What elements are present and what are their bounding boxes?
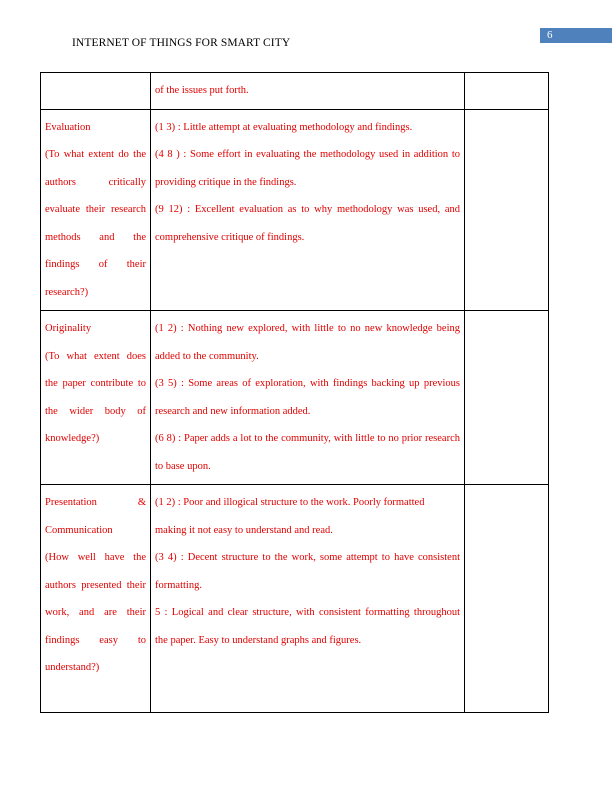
descriptor-text: (3 5) : Some areas of exploration, with findings backing up previous research and new information added.: [155, 378, 460, 417]
descriptor-text: 5 : Logical and clear structure, with consistent formatting throughout the paper. Easy to understand graphs and figures.: [155, 607, 460, 646]
criterion-cell: [41, 311, 151, 485]
descriptor-text: (4 8 ) : Some effort in evaluating the methodology used in addition to providing critique in the findings.: [155, 149, 460, 188]
descriptor-cell: [151, 485, 465, 713]
criterion-name: Originality: [45, 323, 92, 334]
score-cell: [465, 485, 549, 713]
page-number-badge: 6: [540, 28, 612, 43]
marking-rubric-table: [40, 72, 549, 713]
table-row: [41, 485, 549, 713]
descriptor-text: (9 12) : Excellent evaluation as to why methodology was used, and comprehensive critique of findings.: [155, 204, 460, 243]
table-row: [41, 109, 549, 311]
descriptor-text: (1 2) : Poor and illogical structure to the work. Poorly formatted: [155, 497, 425, 508]
descriptor-cell: [151, 311, 465, 485]
descriptor-cell: [151, 109, 465, 311]
criterion-cell: [41, 73, 151, 110]
criterion-cell: [41, 485, 151, 713]
descriptor-text: (1 3) : Little attempt at evaluating methodology and findings.: [155, 121, 413, 133]
running-header-title: INTERNET OF THINGS FOR SMART CITY: [72, 37, 291, 49]
descriptor-text: (3 4) : Decent structure to the work, some attempt to have consistent formatting.: [155, 552, 460, 591]
table-row: [41, 73, 549, 110]
score-cell: [465, 311, 549, 485]
descriptor-text: making it not easy to understand and read.: [155, 524, 333, 536]
descriptor-text: (6 8) : Paper adds a lot to the community, with little to no prior research to base upon.: [155, 433, 460, 472]
descriptor-text: (1 2) : Nothing new explored, with little to no new knowledge being added to the community.: [155, 323, 460, 362]
criterion-question: (To what extent do the authors critically evaluate their research methods and the findings of their research?): [45, 149, 146, 298]
score-cell: [465, 73, 549, 110]
criterion-cell: [41, 109, 151, 311]
score-cell: [465, 109, 549, 311]
descriptor-text: of the issues put forth.: [155, 85, 249, 96]
criterion-question: (To what extent does the paper contribute to the wider body of knowledge?): [45, 350, 146, 444]
table-row: [41, 311, 549, 485]
criterion-question: (How well have the authors presented their work, and are their findings easy to understand?): [45, 552, 146, 673]
criterion-name: Presentation & Communication: [45, 497, 146, 536]
descriptor-cell: [151, 73, 465, 110]
criterion-name: Evaluation: [45, 121, 91, 133]
